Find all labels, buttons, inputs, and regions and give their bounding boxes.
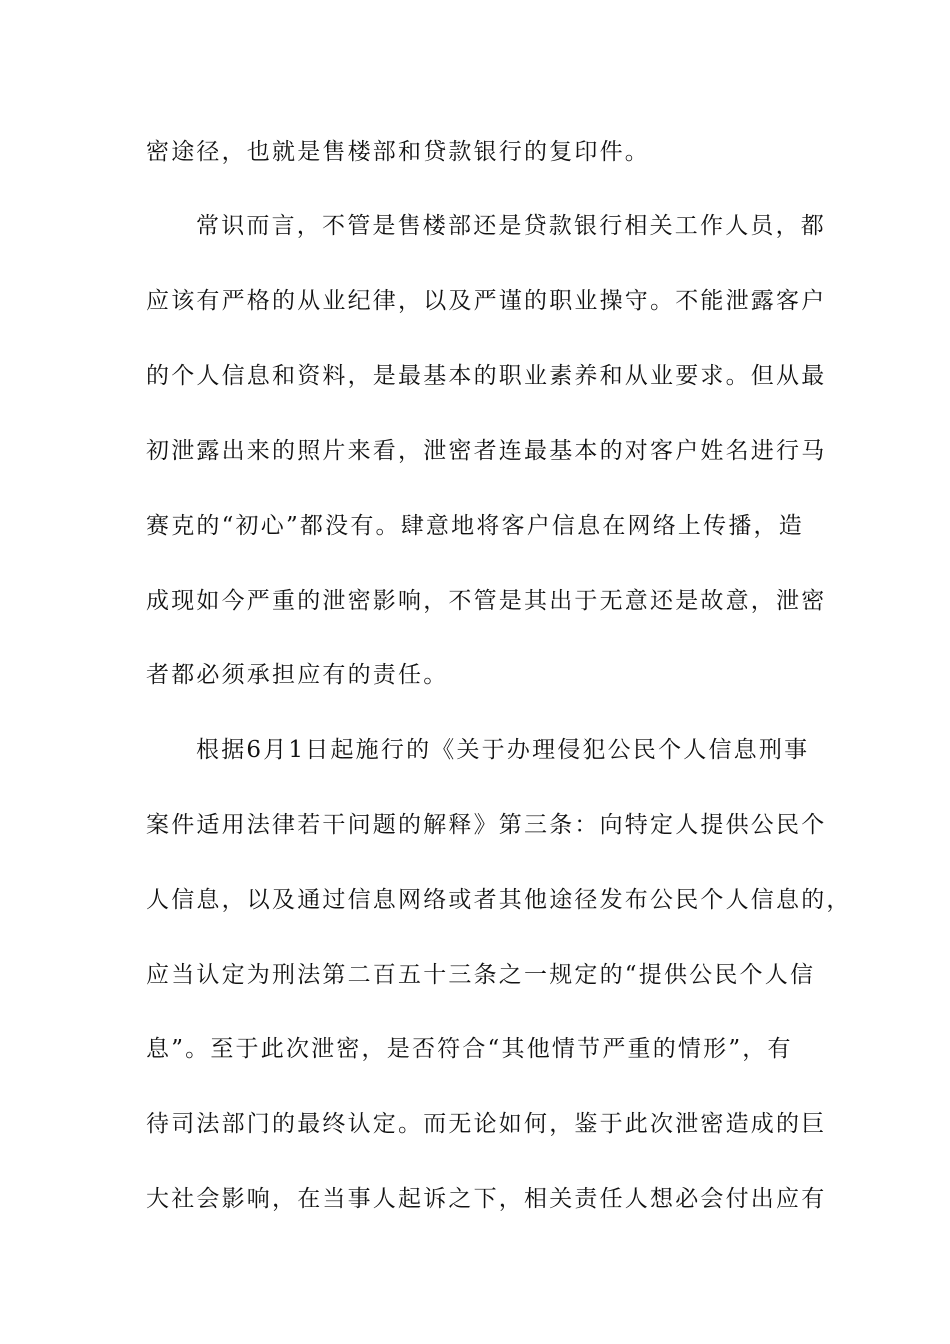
text-line-14: 待司法部门的最终认定。而无论如何，鉴于此次泄密造成的巨	[146, 1111, 827, 1137]
text-line-1: 密途径，也就是售楼部和贷款银行的复印件。	[146, 139, 650, 165]
text-line-15: 大社会影响，在当事人起诉之下，相关责任人想必会付出应有	[146, 1186, 827, 1212]
text-line-13: 息”。至于此次泄密，是否符合“其他情节严重的情形”，有	[146, 1036, 793, 1062]
text-line-11: 人信息，以及通过信息网络或者其他途径发布公民个人信息的，	[146, 887, 852, 913]
text-line-10: 案件适用法律若干问题的解释》第三条：向特定人提供公民个	[146, 812, 827, 838]
text-line-3: 应该有严格的从业纪律，以及严谨的职业操守。不能泄露客户	[146, 288, 827, 314]
text-line-7: 成现如今严重的泄密影响，不管是其出于无意还是故意，泄密	[146, 588, 827, 614]
text-line-2: 常识而言，不管是售楼部还是贷款银行相关工作人员，都	[196, 213, 826, 239]
text-line-12: 应当认定为刑法第二百五十三条之一规定的“提供公民个人信	[146, 962, 816, 988]
text-line-6: 赛克的“初心”都没有。肆意地将客户信息在网络上传播，造	[146, 513, 804, 539]
text-line-5: 初泄露出来的照片来看，泄密者连最基本的对客户姓名进行马	[146, 438, 827, 464]
text-line-8: 者都必须承担应有的责任。	[146, 662, 449, 688]
text-line-4: 的个人信息和资料，是最基本的职业素养和从业要求。但从最	[146, 363, 827, 389]
text-line-9: 根据6月1日起施行的《关于办理侵犯公民个人信息刑事	[196, 737, 810, 763]
